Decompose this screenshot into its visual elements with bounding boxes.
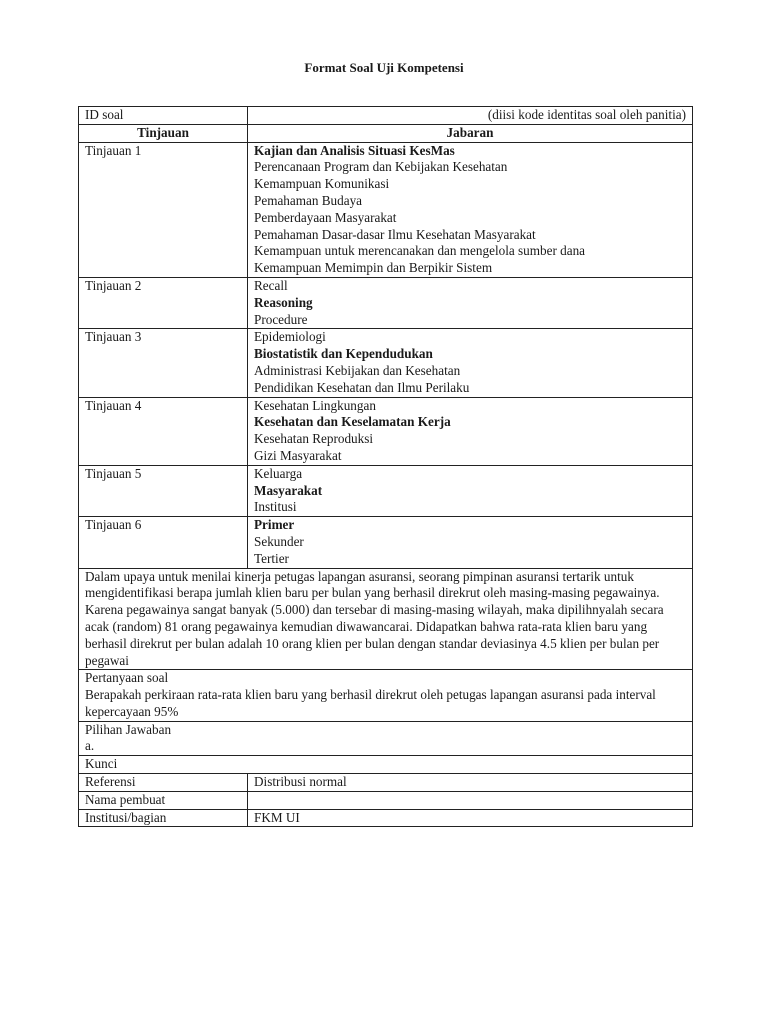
tinjauan-row <box>79 397 693 465</box>
document-title: Format Soal Uji Kompetensi <box>304 60 464 75</box>
jabaran-item: Pendidikan Kesehatan dan Ilmu Perilaku <box>254 379 470 395</box>
jabaran-cell <box>248 277 693 328</box>
jabaran-cell <box>248 329 693 397</box>
jabaran-item: Kemampuan untuk merencanakan dan mengelola sumber dana <box>254 243 586 259</box>
reference-value: Distribusi normal <box>248 774 693 792</box>
jabaran-item: Sekunder <box>254 533 304 549</box>
question-text: Berapakah perkiraan rata-rata klien baru yang berhasil direkrut oleh petugas lapangan asuransi pada interval kepercayaan 95% <box>85 687 656 719</box>
table-body <box>79 107 693 827</box>
tinjauan-label: Tinjauan 4 <box>79 397 248 465</box>
header-tinjauan: Tinjauan <box>79 124 248 142</box>
header-jabaran: Jabaran <box>248 124 693 142</box>
question-format-table <box>78 106 693 827</box>
jabaran-cell <box>248 517 693 568</box>
author-row <box>79 791 693 809</box>
question-label: Pertanyaan soal <box>85 670 169 686</box>
jabaran-item: Reasoning <box>254 294 313 310</box>
jabaran-item: Perencanaan Program dan Kebijakan Kesehatan <box>254 159 508 175</box>
jabaran-item: Gizi Masyarakat <box>254 447 342 463</box>
jabaran-item: Masyarakat <box>254 482 323 498</box>
header-row <box>79 124 693 142</box>
jabaran-item: Recall <box>254 277 288 293</box>
tinjauan-label: Tinjauan 3 <box>79 329 248 397</box>
choices-row <box>79 721 693 756</box>
jabaran-item: Primer <box>254 517 295 533</box>
institution-row <box>79 809 693 827</box>
choice-a: a. <box>85 738 95 754</box>
reference-label: Referensi <box>79 774 248 792</box>
jabaran-item: Keluarga <box>254 465 303 481</box>
question-cell <box>79 670 693 721</box>
id-value: (diisi kode identitas soal oleh panitia) <box>248 107 693 125</box>
choices-cell <box>79 721 693 756</box>
institution-label: Institusi/bagian <box>79 809 248 827</box>
key-label: Kunci <box>79 756 693 774</box>
scenario-row <box>79 568 693 670</box>
jabaran-item: Pemahaman Dasar-dasar Ilmu Kesehatan Masyarakat <box>254 226 536 242</box>
jabaran-cell <box>248 465 693 516</box>
tinjauan-label: Tinjauan 1 <box>79 142 248 277</box>
institution-value: FKM UI <box>248 809 693 827</box>
id-row <box>79 107 693 125</box>
jabaran-item: Kesehatan Reproduksi <box>254 431 374 447</box>
jabaran-item: Administrasi Kebijakan dan Kesehatan <box>254 362 461 378</box>
tinjauan-row <box>79 329 693 397</box>
jabaran-cell <box>248 397 693 465</box>
jabaran-item: Kesehatan Lingkungan <box>254 397 376 413</box>
tinjauan-label: Tinjauan 5 <box>79 465 248 516</box>
jabaran-item: Tertier <box>254 550 289 566</box>
author-label: Nama pembuat <box>79 791 248 809</box>
jabaran-item: Epidemiologi <box>254 329 326 345</box>
key-row <box>79 756 693 774</box>
author-value <box>248 791 693 809</box>
tinjauan-row <box>79 517 693 568</box>
choices-label: Pilihan Jawaban <box>85 721 172 737</box>
tinjauan-row <box>79 465 693 516</box>
jabaran-item: Pemahaman Budaya <box>254 192 363 208</box>
reference-row <box>79 774 693 792</box>
jabaran-item: Procedure <box>254 311 308 327</box>
scenario-text: Dalam upaya untuk menilai kinerja petugas lapangan asuransi, seorang pimpinan asuransi tertarik untuk mengidentifikasi berapa jumlah klien baru per bulan yang berhasil direkrut oleh masing-masing pegawainya. Karena pegawainya sangat banyak (5.000) dan tersebar di masing-masing wilayah, maka dipilihnyalah secara acak (random) 81 orang pegawainya kemudian diwawancarai. Didapatkan bahwa rata-rata klien baru yang berhasil direkrut per bulan adalah 10 orang klien per bulan dengan standar deviasinya 4.5 klien per bulan per pegawai <box>79 568 693 670</box>
tinjauan-row <box>79 277 693 328</box>
jabaran-item: Kemampuan Komunikasi <box>254 176 390 192</box>
id-label: ID soal <box>79 107 248 125</box>
question-row <box>79 670 693 721</box>
tinjauan-label: Tinjauan 2 <box>79 277 248 328</box>
jabaran-item: Kemampuan Memimpin dan Berpikir Sistem <box>254 260 493 276</box>
jabaran-cell <box>248 142 693 277</box>
tinjauan-label: Tinjauan 6 <box>79 517 248 568</box>
jabaran-item: Kajian dan Analisis Situasi KesMas <box>254 142 455 158</box>
tinjauan-row <box>79 142 693 277</box>
jabaran-item: Institusi <box>254 499 297 515</box>
jabaran-item: Pemberdayaan Masyarakat <box>254 209 397 225</box>
jabaran-item: Kesehatan dan Keselamatan Kerja <box>254 414 451 430</box>
jabaran-item: Biostatistik dan Kependudukan <box>254 346 433 362</box>
